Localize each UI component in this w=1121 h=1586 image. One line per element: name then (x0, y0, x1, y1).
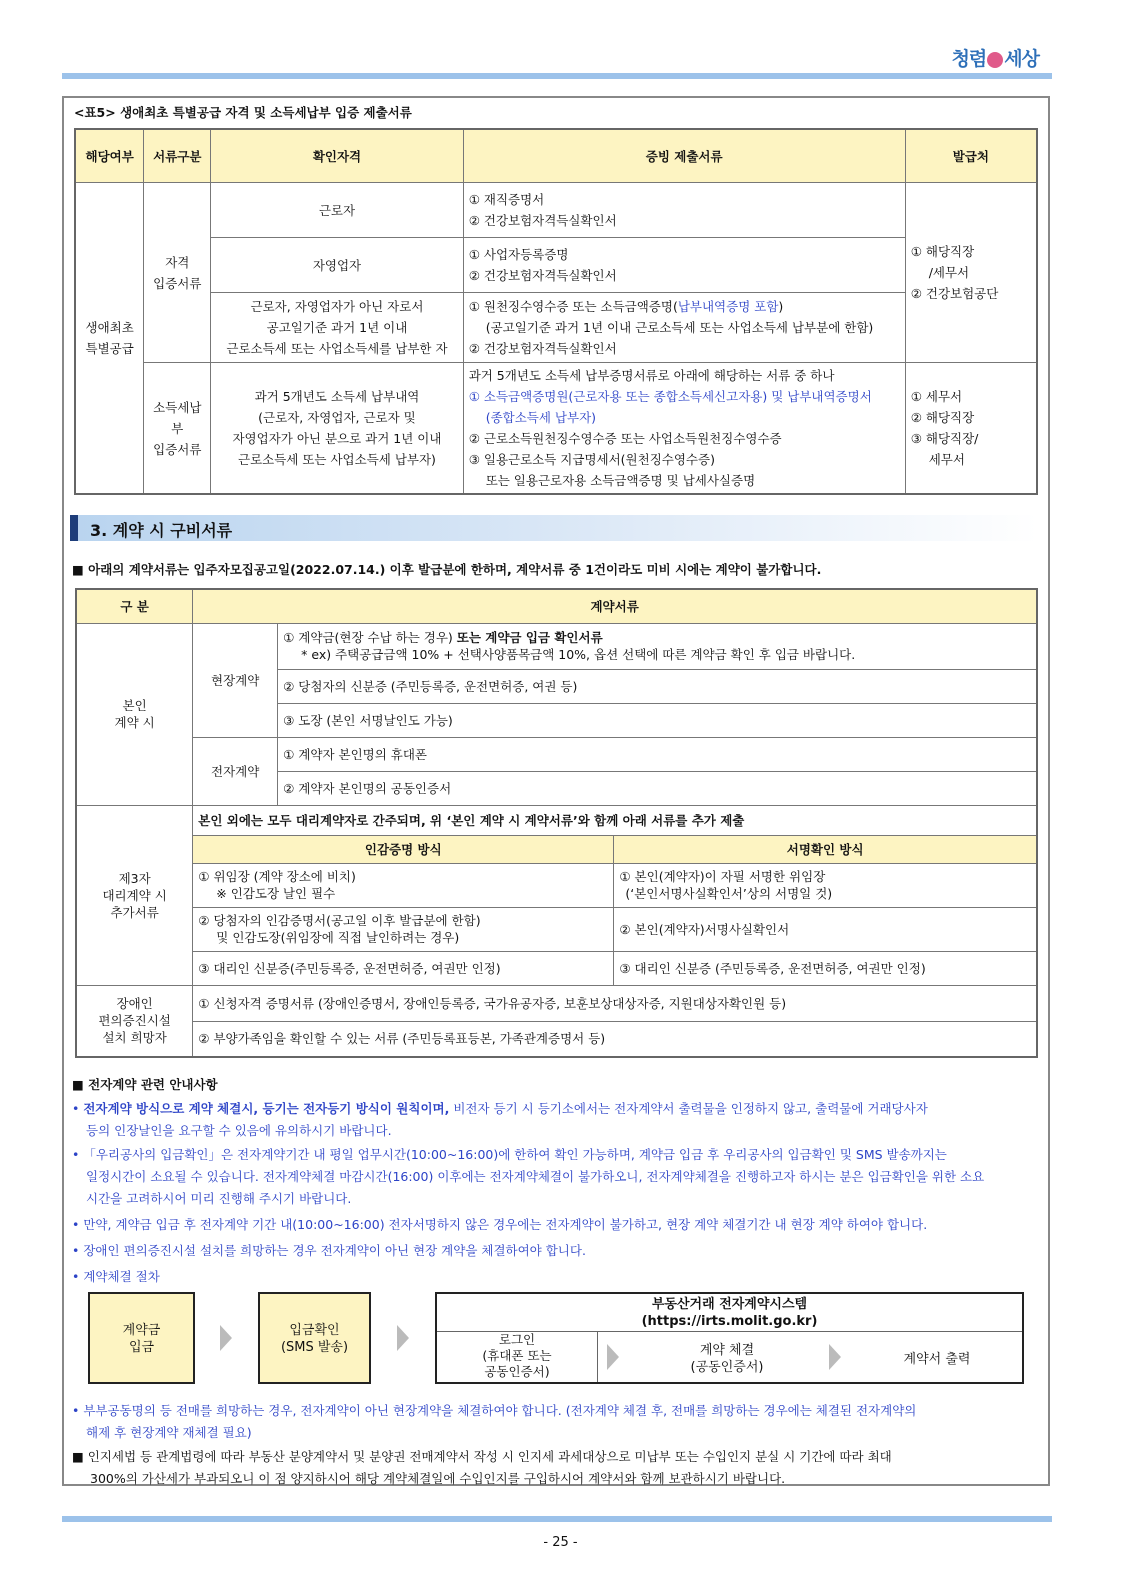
bullet: • (72, 1147, 80, 1162)
bullet-text: 장애인 편의증진시설 설치를 희망하는 경우 전자계약이 아닌 현장 계약을 체결하여야 합니다. (83, 1243, 586, 1258)
page-number: - 25 - (543, 1535, 578, 1550)
elec-info-bullet-1 (72, 1098, 1040, 1142)
t6-elec-2: ② 계약자 본인명의 공동인증서 (278, 771, 1037, 805)
t5-r2-docs (463, 238, 905, 293)
doc-line: (공고일기준 과거 1년 이내 근로소득세 또는 사업소득세 납부분에 한함) (485, 320, 874, 335)
doc-line: ② 당첨자의 인감증명서(공고일 이후 발급분에 한함) (198, 913, 481, 928)
section3-title: 3. 계약 시 구비서류 (90, 521, 233, 540)
qual-line: 근로소득세 또는 사업소득세를 납부한 자 (226, 341, 448, 356)
doc-line: 또는 일용근로자용 소득금액증명 및 납세사실증명 (485, 473, 756, 488)
t5-issuer1 (905, 183, 1037, 363)
stamp-line: 300%의 가산세가 부과되오니 이 점 양지하시어 해당 계약체결일에 수입인지를 구입하시어 계약서와 함께 보관하시기 바랍니다. (90, 1471, 786, 1486)
section-marker (70, 515, 78, 541)
doc-line: ② 근로소득원천징수영수증 또는 사업소득원천징수영수증 (468, 431, 782, 446)
bullet-bold: 전자계약 방식으로 계약 체결시, 등기는 전자등기 방식이 원칙이며, (83, 1101, 450, 1116)
elec-info-bullet-3 (72, 1214, 1040, 1236)
qual-line: 근로소득세 또는 사업소득세 납부자) (238, 452, 436, 467)
stamp-tax-note (72, 1446, 1040, 1490)
flow-sub-print: 계약서 출력 (903, 1352, 971, 1367)
t6-header-docs: 계약서류 (193, 589, 1037, 623)
bullet-text: 「우리공사의 입금확인」은 전자계약기간 내 평일 업무시간(10:00~16:00)에 한하여 확인 가능하며, 계약금 입금 후 우리공사의 입금확인 및 SMS 발송까지는 (83, 1147, 947, 1162)
elec-info-bullet-5 (72, 1266, 1040, 1288)
doc-line: (‘본인서명사실확인서’상의 서명일 것) (625, 886, 833, 901)
issuer-line: ① 세무서 (910, 389, 963, 404)
bullet: • (72, 1217, 80, 1232)
contract-note: ■ 아래의 계약서류는 입주자모집공고일(2022.07.14.) 이후 발급분에 한하며, 계약서류 중 1건이라도 미비 시에는 계약이 불가합니다. (72, 562, 822, 577)
elec-info-bullet-2 (72, 1144, 1040, 1210)
t6-third: 제3자 대리계약 시 추가서류 (76, 805, 193, 985)
t6-onsite: 현장계약 (193, 623, 278, 737)
doc-line: ① 재직증명서 (468, 192, 545, 207)
t5-header: 증빙 제출서류 (463, 129, 905, 183)
logo-text-2: 세상 (1004, 48, 1039, 70)
arrow-right-icon (607, 1344, 619, 1370)
issuer-line: ② 해당직장 (910, 410, 975, 425)
footer-rule (62, 1516, 1052, 1522)
doc-line: ※ 인감도장 날인 필수 (216, 886, 336, 901)
doc-text: ) (778, 299, 784, 314)
t5-r3-qual (211, 293, 463, 363)
doc-line: 과거 5개년도 소득세 납부증명서류로 아래에 해당하는 서류 중 하나 (468, 368, 835, 383)
t5-r2-qual: 자영업자 (211, 238, 463, 293)
t6-third-note: 본인 외에는 모두 대리계약자로 간주되며, 위 ‘본인 계약 시 계약서류’와 함께 아래 서류를 추가 제출 (193, 805, 1037, 835)
bullet: • (72, 1403, 80, 1418)
elec-info-bullet-4 (72, 1240, 1040, 1262)
t6-seal-1 (193, 863, 614, 907)
arrow-right-icon (220, 1325, 232, 1351)
flow-system-header (437, 1294, 1022, 1332)
flow-system (435, 1292, 1024, 1384)
t6-seal-2 (193, 907, 614, 951)
doc-line: * ex) 주택공급금액 10% + 선택사양품목금액 10%, 옵션 선택에 따른 계약금 확인 후 입금 바랍니다. (301, 647, 856, 662)
arrow-right-icon (829, 1344, 841, 1370)
after-bullet-6 (72, 1400, 1040, 1444)
doc-line: ① 위임장 (계약 장소에 비치) (198, 869, 356, 884)
bullet: • (72, 1243, 80, 1258)
doc-line: (종합소득세 납부자) (485, 410, 597, 425)
flow-step-deposit: 계약금 입금 (88, 1292, 195, 1384)
t6-disabled: 장애인 편의증진시설 설치 희망자 (76, 985, 193, 1057)
bullet: • (72, 1101, 80, 1116)
logo-emblem-icon (987, 52, 1003, 68)
doc-highlight: 납부내역증명 포함 (677, 299, 779, 314)
t6-seal-3: ③ 대리인 신분증(주민등록증, 운전면허증, 여권만 인정) (193, 951, 614, 985)
t6-sign-3: ③ 대리인 신분증 (주민등록증, 운전면허증, 여권만 인정) (614, 951, 1037, 985)
logo-text: 청렴 (951, 48, 987, 70)
t5-header: 해당여부 (75, 129, 144, 183)
doc-text: ① 계약금(현장 수납 하는 경우) (283, 630, 457, 645)
flow-system-title: 부동산거래 전자계약시스템 (651, 1297, 808, 1312)
doc-line: ② 건강보험자격득실확인서 (468, 341, 617, 356)
bullet-text: 계약체결 절차 (83, 1269, 160, 1284)
doc-line (469, 296, 900, 317)
doc-line: ① 소득금액증명원(근로자용 또는 종합소득세신고자용) 및 납부내역증명서 (468, 389, 872, 404)
issuer-line: ① 해당직장 (910, 244, 975, 259)
doc-line: ② 건강보험자격득실확인서 (468, 213, 617, 228)
qual-line: 근로자, 자영업자가 아닌 자로서 (250, 299, 424, 314)
bullet-text: 등의 인장날인을 요구할 수 있음에 유의하시기 바랍니다. (86, 1123, 392, 1138)
t6-onsite-3: ③ 도장 (본인 서명날인도 가능) (278, 703, 1037, 737)
doc-line: ② 건강보험자격득실확인서 (468, 268, 617, 283)
bullet-text: 해제 후 현장계약 재체결 필요) (86, 1425, 252, 1440)
flow-step-confirm: 입금확인 (SMS 발송) (258, 1292, 371, 1384)
doc-bold: 또는 계약금 입금 확인서류 (456, 630, 603, 645)
header-rule (62, 73, 1052, 79)
flow-sub-login: 로그인 (휴대폰 또는 공동인증서) (437, 1332, 598, 1382)
qual-line: 공고일기준 과거 1년 이내 (266, 320, 408, 335)
logo (952, 44, 1039, 71)
bullet: • (72, 1269, 80, 1284)
t5-header: 확인자격 (211, 129, 463, 183)
t5-category: 생애최초 특별공급 (75, 183, 144, 495)
elec-info-title: ■ 전자계약 관련 안내사항 (72, 1077, 218, 1092)
qual-line: 과거 5개년도 소득세 납부내역 (254, 389, 420, 404)
t6-dis-1: ① 신청자격 증명서류 (장애인증명서, 장애인등록증, 국가유공자증, 보훈보상대상자증, 지원대상자확인원 등) (193, 985, 1037, 1021)
issuer-line: /세무서 (928, 265, 970, 280)
t5-group2: 소득세납부 입증서류 (144, 363, 211, 495)
t6-sign-2: ② 본인(계약자)서명사실확인서 (614, 907, 1037, 951)
t5-r4-qual (211, 363, 463, 495)
doc-line: ① 사업자등록증명 (468, 247, 569, 262)
issuer-line: ③ 해당직장/ (910, 431, 979, 446)
issuer-line: ② 건강보험공단 (910, 286, 999, 301)
t5-r3-docs (463, 293, 905, 363)
bullet-text: 부부공동명의 등 전매를 희망하는 경우, 전자계약이 아닌 현장계약을 체결하여야 합니다. (전자계약 체결 후, 전매를 희망하는 경우에는 체결된 전자계약의 (83, 1403, 917, 1418)
t6-seal-header: 인감증명 방식 (193, 835, 614, 863)
doc-text: ① 원천징수영수증 또는 소득금액증명( (468, 299, 678, 314)
doc-line: ① 본인(계약자)이 자필 서명한 위임장 (619, 869, 826, 884)
t6-sign-header: 서명확인 방식 (614, 835, 1037, 863)
t6-onsite-1 (278, 623, 1037, 669)
bullet-text: 일정시간이 소요될 수 있습니다. 전자계약체결 마감시간(16:00) 이후에는 전자계약체결이 불가하오니, 전자계약체결을 진행하고자 하시는 분은 입금확인을 위한 소요 (86, 1169, 985, 1184)
doc-line (283, 629, 1031, 646)
stamp-line: ■ 인지세법 등 관계법령에 따라 부동산 분양계약서 및 분양권 전매계약서 작성 시 인지세 과세대상으로 미납부 또는 수입인지 분실 시 기간에 따라 최대 (72, 1449, 892, 1464)
table6 (75, 588, 1038, 1058)
t6-onsite-2: ② 당첨자의 신분증 (주민등록증, 운전면허증, 여권 등) (278, 669, 1037, 703)
table5-caption: <표5> 생애최초 특별공급 자격 및 소득세납부 입증 제출서류 (74, 105, 412, 120)
qual-line: 자영업자가 아닌 분으로 과거 1년 이내 (232, 431, 442, 446)
t5-header: 발급처 (905, 129, 1037, 183)
t6-dis-2: ② 부양가족임을 확인할 수 있는 서류 (주민등록표등본, 가족관계증명서 등) (193, 1021, 1037, 1057)
arrow-right-icon (397, 1325, 409, 1351)
flow-sub-sign: 계약 체결 (공동인증서) (690, 1343, 764, 1375)
t6-sign-1 (614, 863, 1037, 907)
t6-header-div: 구 분 (76, 589, 193, 623)
bullet-text: 시간을 고려하시어 미리 진행해 주시기 바랍니다. (86, 1191, 352, 1206)
t5-group1: 자격 입증서류 (144, 183, 211, 363)
t5-r4-docs (463, 363, 905, 495)
doc-line: 및 인감도장(위임장에 직접 날인하려는 경우) (216, 930, 460, 945)
t5-r1-qual: 근로자 (211, 183, 463, 238)
t5-issuer2 (905, 363, 1037, 495)
doc-line: ③ 일용근로소득 지급명세서(원천징수영수증) (468, 452, 715, 467)
qual-line: (근로자, 자영업자, 근로자 및 (258, 410, 416, 425)
table5 (74, 128, 1038, 495)
t6-elec-1: ① 계약자 본인명의 휴대폰 (278, 737, 1037, 771)
t6-self: 본인 계약 시 (76, 623, 193, 805)
issuer-line: 세무서 (928, 452, 965, 467)
section3-heading (70, 515, 1038, 541)
t6-electronic: 전자계약 (193, 737, 278, 805)
bullet-text: 비전자 등기 시 등기소에서는 전자계약서 출력물을 인정하지 않고, 출력물에 거래당사자 (449, 1101, 928, 1116)
t5-header: 서류구분 (144, 129, 211, 183)
t5-r1-docs (463, 183, 905, 238)
flow-system-url: (https://irts.molit.go.kr) (641, 1314, 818, 1329)
bullet-text: 만약, 계약금 입금 후 전자계약 기간 내(10:00~16:00) 전자서명하지 않은 경우에는 전자계약이 불가하고, 현장 계약 체결기간 내 현장 계약 하여야 합니다. (83, 1217, 928, 1232)
